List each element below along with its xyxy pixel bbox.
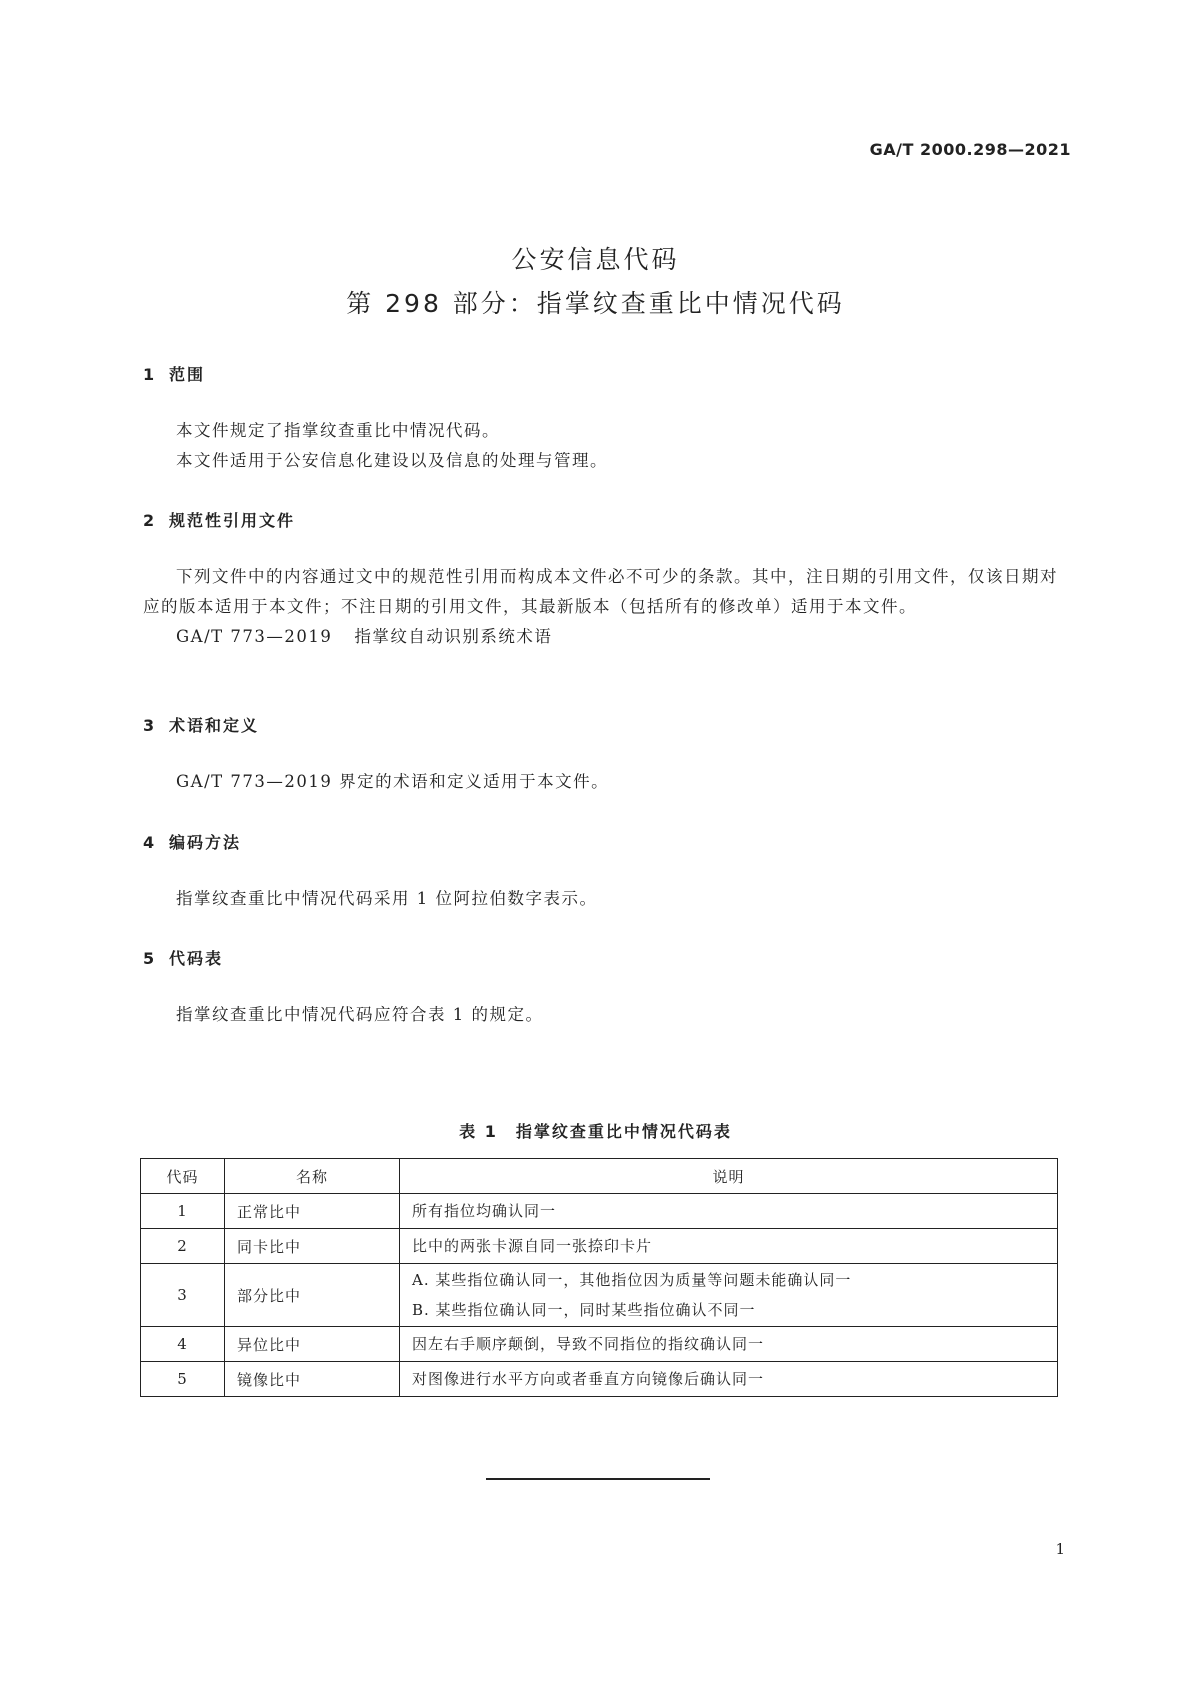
section-number: 1 [143,365,157,384]
table-caption: 表 1 指掌纹查重比中情况代码表 [459,1122,732,1141]
section-2-heading [143,508,295,531]
section-number: 5 [143,949,157,968]
name-cell: 同卡比中 [225,1229,400,1264]
desc-cell [400,1194,1058,1229]
table-row [141,1229,1058,1264]
section-number: 4 [143,833,157,852]
table-row [141,1362,1058,1397]
paragraph: 下列文件中的内容通过文中的规范性引用而构成本文件必不可少的条款。其中，注日期的引用文件，仅该日期对应的版本适用于本文件；不注日期的引用文件，其最新版本（包括所有的修改单）适用于本文件。 [143,567,1058,616]
paragraph: 指掌纹查重比中情况代码采用 1 位阿拉伯数字表示。 [176,889,598,908]
desc-cell [400,1229,1058,1264]
section-3-heading [143,713,259,736]
section-3-body [143,767,1058,797]
desc-line: 比中的两张卡源自同一张捺印卡片 [412,1237,653,1255]
desc-line: A. 某些指位确认同一，其他指位因为质量等问题未能确认同一 [412,1271,852,1289]
reference-title: 指掌纹自动识别系统术语 [354,627,553,646]
name-cell: 镜像比中 [225,1362,400,1397]
paragraph: 指掌纹查重比中情况代码应符合表 1 的规定。 [176,1005,544,1024]
document-title: 公安信息代码 [511,245,680,274]
paragraph: GA/T 773—2019 界定的术语和定义适用于本文件。 [176,772,610,791]
name-cell: 正常比中 [225,1194,400,1229]
desc-line: 所有指位均确认同一 [412,1202,557,1220]
code-cell: 2 [141,1229,225,1264]
end-of-document-rule [486,1478,710,1480]
section-5-body [143,1000,1058,1030]
section-title: 编码方法 [169,833,242,852]
section-4-heading [143,830,241,853]
table-row [141,1264,1058,1327]
reference-code: GA/T 773—2019 [176,627,333,646]
name-cell: 异位比中 [225,1327,400,1362]
desc-cell [400,1264,1058,1327]
standard-code: GA/T 2000.298—2021 [869,140,1071,159]
table-row [141,1194,1058,1229]
section-4-body [143,884,1058,914]
desc-cell [400,1327,1058,1362]
paragraph: 本文件规定了指掌纹查重比中情况代码。 [176,421,500,440]
code-cell: 1 [141,1194,225,1229]
section-title: 规范性引用文件 [169,511,296,530]
code-cell: 4 [141,1327,225,1362]
section-2-body [143,562,1058,652]
code-table [140,1158,1058,1397]
table-header-row [141,1159,1058,1194]
section-1-body [143,416,1058,476]
section-title: 代码表 [169,949,224,968]
paragraph: 本文件适用于公安信息化建设以及信息的处理与管理。 [176,451,608,470]
desc-cell [400,1362,1058,1397]
column-header-name: 名称 [225,1159,400,1194]
page-number: 1 [1055,1540,1065,1558]
column-header-desc: 说明 [400,1159,1058,1194]
section-title: 术语和定义 [169,716,260,735]
column-header-code: 代码 [141,1159,225,1194]
document-subtitle: 第 298 部分：指掌纹查重比中情况代码 [346,289,845,318]
section-number: 3 [143,716,157,735]
code-cell: 5 [141,1362,225,1397]
normative-reference [143,622,1058,652]
name-cell: 部分比中 [225,1264,400,1327]
section-1-heading [143,362,205,385]
desc-line: B. 某些指位确认同一，同时某些指位确认不同一 [412,1301,756,1319]
section-title: 范围 [169,365,206,384]
section-5-heading [143,946,223,969]
table-row [141,1327,1058,1362]
desc-line: 因左右手顺序颠倒，导致不同指位的指纹确认同一 [412,1335,765,1353]
code-cell: 3 [141,1264,225,1327]
desc-line: 对图像进行水平方向或者垂直方向镜像后确认同一 [412,1370,765,1388]
section-number: 2 [143,511,157,530]
